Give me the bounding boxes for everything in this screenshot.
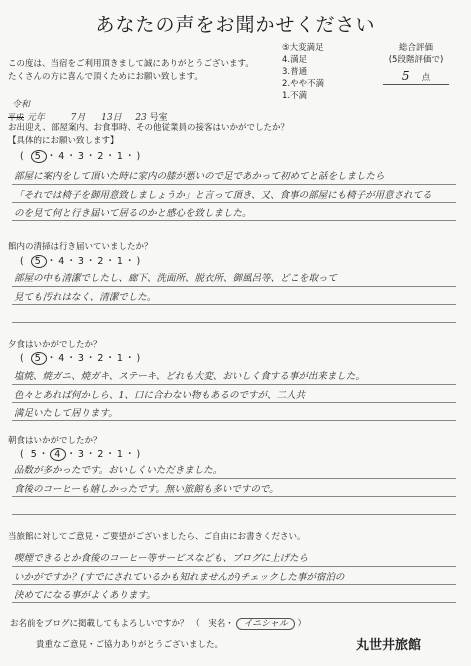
rating-options: ・4・3・2・1・) <box>46 256 143 267</box>
consent-selected-initial[interactable]: イニシャル <box>236 618 294 630</box>
answer-line-text: 部屋の中も清潔でしたし、廊下、洗面所、脱衣所、御風呂等、どこを取って <box>14 273 338 284</box>
answer-line-text: 「それでは椅子を御用意致しましょうか」と言って頂き、又、食事の部屋にも椅子が用意されてる <box>14 189 432 201</box>
answer-line-text: 色々とあれば何かしら、1、口に合わない物もあるのですが、二人共 <box>14 389 306 401</box>
overall-rating <box>366 42 466 85</box>
rating-selected: 5 <box>31 255 47 268</box>
era-struck: 平成 <box>8 113 24 122</box>
answer-staff[interactable] <box>14 168 464 224</box>
overall-label: 総合評価 <box>398 43 433 53</box>
rating-options: ・4・3・2・1・) <box>46 151 143 162</box>
page-title: あなたの声をお聞かせください <box>95 14 376 36</box>
room-suffix: 号室 <box>149 113 168 123</box>
answer-line-text: 満足いたして居ります。 <box>14 408 118 419</box>
question-cleaning: 館内の清掃は行き届いていましたか？ <box>8 242 153 252</box>
scale-item: 1.不満 <box>282 91 308 101</box>
date-year: 元年 <box>26 113 45 123</box>
answer-line-text: 部屋に案内をして頂いた時に家内の膝が悪いので足であかって初めてと話をしましたら <box>14 171 385 182</box>
intro-line: この度は、当宿をご利用頂きまして誠にありがとうございます。 <box>8 59 254 69</box>
overall-score: 5 <box>401 69 410 83</box>
question-breakfast: 朝食はいかがでしたか？ <box>8 436 102 446</box>
answer-line <box>12 322 456 323</box>
rating-breakfast[interactable] <box>20 446 142 461</box>
rating-scale-legend <box>282 42 324 102</box>
answer-dinner[interactable] <box>14 368 464 424</box>
answer-cleaning[interactable] <box>14 270 464 307</box>
inn-name: 丸世井旅館 <box>356 638 422 653</box>
question-feedback: 当旅館に対してご意見・ご要望がございましたら、ご自由にお書きください。 <box>8 532 306 542</box>
rating-options: ・3・2・1・) <box>66 449 143 460</box>
rating-selected: 5 <box>31 150 47 163</box>
scale-item: 3.普通 <box>282 67 308 77</box>
answer-feedback[interactable] <box>14 550 464 606</box>
rating-options: ( 5・ <box>20 449 51 460</box>
rating-options: ・4・3・2・1・) <box>46 353 143 364</box>
answer-breakfast[interactable] <box>14 462 464 499</box>
consent-question: お名前をブログに掲載してもよろしいですか？ <box>10 619 189 629</box>
date-day: 13日 <box>101 113 122 123</box>
intro-line: たくさんの方に喜んで頂くためにお願い致します。 <box>8 72 203 82</box>
question-staff-sub: 【具体的にお願い致します】 <box>8 136 119 146</box>
overall-unit: 点 <box>421 73 431 83</box>
room-number: 23 <box>135 113 147 123</box>
rating-selected: 4 <box>50 448 66 461</box>
question-staff: お出迎え、部屋案内、お食事時、その他従業員の接客はいかがでしたか？ <box>8 123 290 133</box>
thanks-text: 貴重なご意見・ご協力ありがとうございました。 <box>36 640 224 650</box>
answer-line-text: 塩焼、焼ガニ、焼ガキ、ステーキ、どれも大変、おいしく食する事が出来ました。 <box>14 371 365 382</box>
overall-sublabel: (5段階評価で) <box>388 55 444 65</box>
consent-prefix: （ 実名・ <box>191 619 234 629</box>
answer-line-text: 決めてになる事がよくあります。 <box>14 590 156 601</box>
date-month: 7月 <box>70 113 86 123</box>
rating-dinner[interactable]: ( 5 ・4・3・2・1・) <box>20 353 143 364</box>
answer-line <box>12 514 456 515</box>
answer-line-text: 喫煙できるとか食後のコーヒー等サービスなども、ブログに上げたら <box>14 553 309 564</box>
rating-selected: 5 <box>31 352 47 365</box>
blog-name-consent <box>10 616 306 629</box>
answer-line-text: 食後のコーヒーも嬉しかったです。無い旅館も多いですので。 <box>14 483 279 495</box>
consent-suffix: ） <box>297 619 307 629</box>
rating-staff[interactable]: ( 5 ・4・3・2・1・) <box>20 151 143 162</box>
answer-line-text: 品数が多かったです。おいしくいただきました。 <box>14 465 223 476</box>
intro-text <box>8 58 278 84</box>
era-handwritten: 令和 <box>12 100 31 110</box>
stay-date <box>8 97 168 123</box>
scale-item: 4.満足 <box>282 55 308 65</box>
question-dinner: 夕食はいかがでしたか？ <box>8 340 102 350</box>
answer-line-text: のを見て何と行き届いて居るのかと感心を致しました。 <box>14 208 252 219</box>
answer-line-text: いかがですか？(すでにされているかも知れませんが)チェックした事が宿泊の <box>14 571 345 583</box>
rating-cleaning[interactable]: ( 5 ・4・3・2・1・) <box>20 256 143 267</box>
answer-line-text: 見ても汚れはなく、清潔でした。 <box>14 291 157 303</box>
scale-item: 2.やや不満 <box>282 79 325 89</box>
scale-item: ⑤大変満足 <box>282 43 324 53</box>
overall-score-field[interactable] <box>383 70 449 85</box>
